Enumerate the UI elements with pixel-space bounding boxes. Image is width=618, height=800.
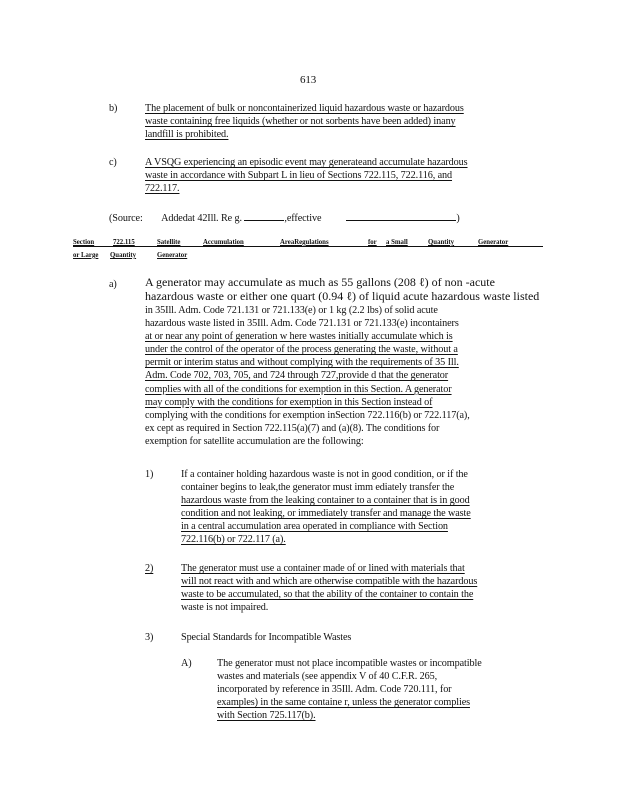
para-a-line: may comply with the conditions for exemption in this Section instead of: [145, 396, 433, 408]
item-2-line: will not react with and which are otherwise compatible with the hazardous: [181, 576, 478, 588]
item-3-label: 3): [145, 632, 154, 643]
item-A-line: incorporated by reference in 35Ill. Adm. Code 720.111, for: [217, 684, 452, 696]
source-close: ): [456, 213, 460, 224]
para-a-text: [145, 275, 539, 448]
item-1-line: 722.116(b) or 722.117 (a).: [181, 534, 286, 546]
para-c-text: [145, 156, 468, 195]
heading-word: AreaRegulations: [280, 237, 329, 246]
heading-word: Accumulation: [203, 237, 244, 246]
item-3-heading: Special Standards for Incompatible Wastes: [181, 632, 352, 643]
item-A-line: The generator must not place incompatible wastes or incompatible: [217, 658, 482, 669]
heading-rule: [73, 246, 543, 247]
heading-word: 722.115: [113, 237, 135, 246]
item-1-line: in a central accumulation area operated in compliance with Section: [181, 521, 448, 533]
para-c-line: 722.117.: [145, 183, 180, 195]
source-blank-2: [346, 210, 456, 221]
para-c-line: waste in accordance with Subpart L in lieu of Sections 722.115, 722.116, and: [145, 170, 453, 182]
item-2-line: waste to be accumulated, so that the ability of the container to contain the: [181, 589, 474, 601]
para-b-label: b): [109, 103, 118, 114]
section-heading: [73, 236, 543, 260]
para-b-line: landfill is prohibited.: [145, 129, 229, 141]
para-a-line: under the control of the operator of the process generating the waste, without a: [145, 344, 458, 356]
para-a-line: permit or interim status and without complying with the requirements of 35 Ill.: [145, 357, 459, 369]
item-A-line: wastes and materials (see appendix V of 40 C.F.R. 265,: [217, 671, 438, 683]
source-added: Addedat 42Ill. Re g.: [161, 213, 242, 224]
item-1-line: If a container holding hazardous waste is not in good condition, or if the: [181, 469, 468, 480]
heading-word: Section: [73, 237, 95, 246]
source-note: [109, 210, 460, 225]
para-c-label: c): [109, 157, 117, 168]
item-1-line: condition and not leaking, or immediately transfer and manage the waste: [181, 508, 471, 520]
item-A-label: A): [181, 658, 192, 669]
para-a-line: at or near any point of generation w here wastes initially accumulate which is: [145, 331, 453, 343]
item-A-line: examples) in the same containe r, unless the generator complies: [217, 697, 470, 709]
item-1-label: 1): [145, 469, 154, 480]
para-a-line: hazardous waste listed in 35Ill. Adm. Code 721.131 or 721.133(e) incontainers: [145, 318, 459, 330]
heading-word: for: [368, 237, 377, 246]
heading-word: Satellite: [157, 237, 181, 246]
source-blank-1: [244, 210, 284, 221]
para-a-line: A generator may accumulate as much as 55 gallons (208 ℓ) of non -acute: [145, 275, 495, 289]
heading-word: Quantity: [428, 237, 455, 246]
item-1-text: [181, 468, 471, 547]
item-2-text: [181, 562, 477, 614]
para-a-line: Adm. Code 702, 703, 705, and 724 through 727,provide d that the generator: [145, 370, 449, 382]
para-a-line: complying with the conditions for exemption inSection 722.116(b) or 722.117(a),: [145, 409, 470, 421]
para-a-line: hazardous waste or either one quart (0.94 ℓ) of liquid acute hazardous waste listed: [145, 289, 540, 303]
item-2-line: The generator must use a container made of or lined with materials that: [181, 563, 465, 574]
para-a-label: a): [109, 279, 117, 290]
item-1-line: hazardous waste from the leaking container to a container that is in good: [181, 495, 470, 507]
para-b-line: The placement of bulk or noncontainerized liquid hazardous waste or hazardous: [145, 103, 464, 114]
heading-word: or Large: [73, 250, 99, 259]
para-c-line: A VSQG experiencing an episodic event may generateand accumulate hazardous: [145, 157, 468, 168]
heading-word: Generator: [478, 237, 509, 246]
item-1-line: container begins to leak,the generator must imm ediately transfer the: [181, 482, 455, 494]
heading-word: a Small: [386, 237, 408, 246]
heading-word: Generator: [157, 250, 188, 259]
heading-word: Quantity: [110, 250, 137, 259]
item-2-line: waste is not impaired.: [181, 602, 269, 614]
para-a-line: complies with all of the conditions for exemption in this Section. A generator: [145, 383, 452, 395]
page-number: 613: [300, 74, 317, 86]
para-b-text: [145, 102, 464, 141]
item-A-line: with Section 725.117(b).: [217, 710, 316, 722]
source-open: (Source:: [109, 213, 143, 224]
para-a-line: in 35Ill. Adm. Code 721.131 or 721.133(e) or 1 kg (2.2 lbs) of solid acute: [145, 305, 438, 316]
para-b-line: waste containing free liquids (whether or not sorbents have been added) inany: [145, 116, 456, 128]
para-a-line: ex cept as required in Section 722.115(a)(7) and (a)(8). The conditions for: [145, 422, 440, 434]
source-effective: ,effective: [284, 213, 322, 224]
para-a-line: exemption for satellite accumulation are the following:: [145, 435, 364, 447]
item-2-label: 2): [145, 563, 154, 574]
item-A-text: [217, 657, 482, 722]
